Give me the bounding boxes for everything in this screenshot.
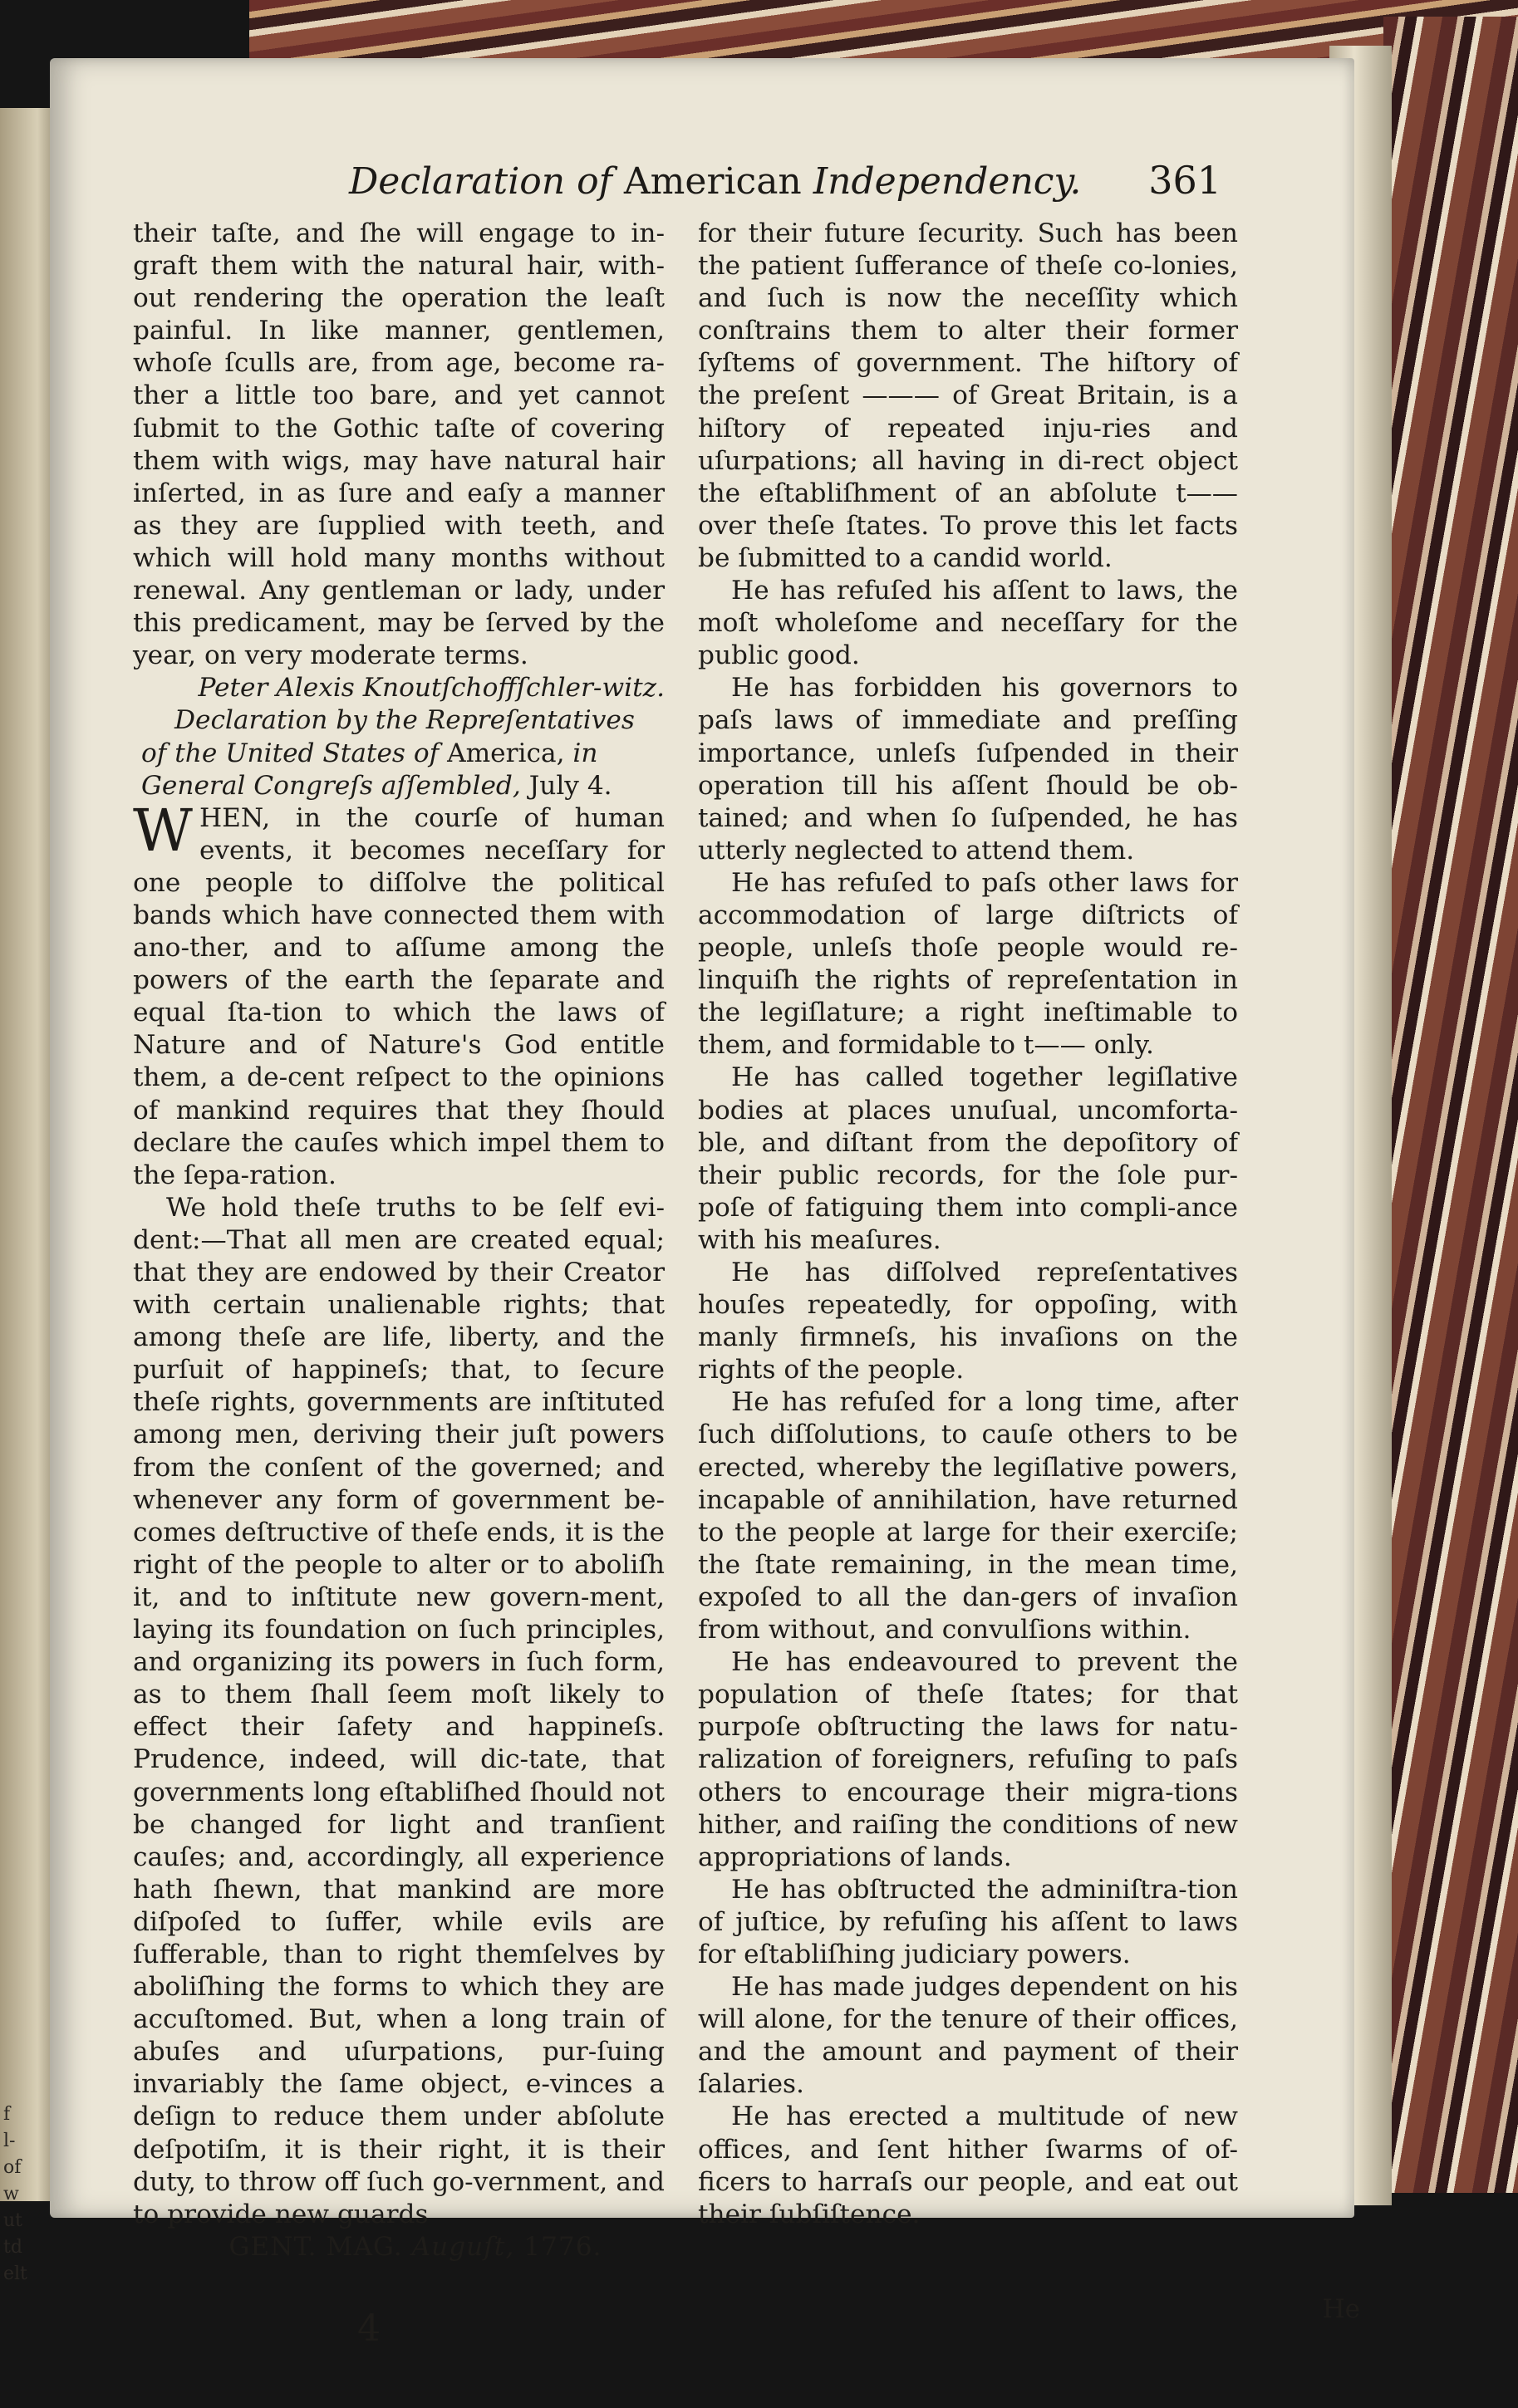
continued-paragraph: their taſte, and ſhe will engage to in-graft them with the natural hair, with-out rendering the operation the leaſt painful. In like manner, gentlemen, whoſe ſculls are, from age, become ra-ther a little too bare, and yet cannot ſubmit to the Gothic taſte of covering them with wigs, may have natural hair inſerted, in as ſure and eaſy a manner as they are ſupplied with teeth, and which will hold many months without renewal. Any gentleman or lady, under this predicament, may be ſerved by the year, on very moderate terms.: [133, 218, 665, 671]
footer-journal: GENT. MAG.: [228, 2231, 403, 2262]
title-of: of: [577, 160, 612, 203]
title-declaration: Declaration: [349, 160, 566, 203]
grievance-paragraph: He has erected a multitude of new offices, and ſent hither ſwarms of of-ficers to harraſs our people, and eat out their ſubſiſtence.: [698, 2101, 1238, 2229]
heading-date: July 4.: [528, 770, 612, 801]
page-number: 361: [1148, 158, 1221, 203]
heading-part-1: Declaration by the Repreſentatives of the United States of: [141, 705, 635, 768]
signature-mark: 4: [357, 2307, 381, 2350]
paragraph: for their future ſecurity. Such has been the patient ſufferance of theſe co-lonies, and ſuch is now the neceſſity which conſtrains them to alter their former ſyſtems of government. The hiſtory of the preſent ——— of Great Britain, is a hiſtory of repeated inju-ries and uſurpations; all having in di-rect object the eſtabliſhment of an abſolute t—— over theſe ſtates. To prove this let facts be ſubmitted to a candid world.: [698, 218, 1238, 573]
grievance-paragraph: He has obſtructed the adminiſtra-tion of juſtice, by refuſing his aſſent to laws for eſtabliſhing judiciary powers.: [698, 1874, 1238, 1969]
article-signature: Peter Alexis Knoutſchoffſchler-witz.: [198, 673, 665, 704]
heading-part-2: in General Congreſs aſſembled,: [141, 738, 598, 801]
footer-year: 1776.: [523, 2231, 602, 2262]
margin-fragment: td: [3, 2237, 22, 2258]
grievance-paragraph: He has endeavoured to prevent the population of theſe ſtates; for that purpoſe obſtructing the laws for natu-ralization of foreigners, refuſing to paſs others to encourage their migra-tions hither, and raiſing the conditions of new appropriations of lands.: [698, 1647, 1238, 1872]
catchword: He: [1322, 2294, 1360, 2324]
margin-fragment: w: [3, 2184, 19, 2204]
footer-month: Auguſt,: [411, 2231, 515, 2262]
title-american: American: [623, 160, 802, 203]
heading-america: America,: [447, 738, 565, 768]
grievance-paragraph: He has refuſed to paſs other laws for accommodation of large diſtricts of people, unleſs thoſe people would re-linquiſh the rights of repreſentation in the legiſlature; a right ineſtimable to them, and formidable to t—— only.: [698, 867, 1238, 1061]
preamble-paragraph: [133, 796, 665, 1192]
declaration-heading: [133, 704, 665, 802]
right-column: [698, 218, 1238, 2231]
running-header: [349, 158, 1221, 208]
margin-fragment: l-: [3, 2131, 16, 2151]
margin-fragment: ut: [3, 2210, 23, 2231]
margin-fragment: f: [3, 2104, 11, 2125]
page-footer: [133, 2231, 665, 2263]
title-independency: Independency.: [813, 160, 1082, 203]
margin-fragment: of: [3, 2157, 22, 2178]
drop-cap: W: [133, 796, 193, 865]
grievance-paragraph: He has called together legiſlative bodies at places unuſual, uncomforta-ble, and diſtant from the depoſitory of their public records, for the ſole pur-poſe of fatiguing them into compli-ance with his meaſures.: [698, 1062, 1238, 1255]
running-title: [349, 160, 1081, 203]
marbled-board-right: [1383, 17, 1518, 2193]
grievance-paragraph: He has refuſed for a long time, after ſuch diſſolutions, to cauſe others to be erected, whereby the legiſlative powers, incapable of annihilation, have returned to the people at large for their exerciſe; the ſtate remaining, in the mean time, expoſed to all the dan-gers of invaſion from without, and convulſions within.: [698, 1387, 1238, 1645]
preamble-text: HEN, in the courſe of human events, it becomes neceſſary for one people to diſſolve the political bands which have connected them with ano-ther, and to aſſume among the powers of the earth the ſeparate and equal ſta-tion to which the laws of Nature and of Nature's God entitle them, a de-cent reſpect to the opinions of mankind requires that they ſhould declare the cauſes which impel them to the ſepa-ration.: [133, 802, 665, 1190]
facing-page-fragments: [3, 2101, 37, 2288]
truths-paragraph: We hold theſe truths to be ſelf evi-dent:—That all men are created equal; that they are endowed by their Creator with certain unalienable rights; that among theſe are life, liberty, and the purſuit of happineſs; that, to ſecure theſe rights, governments are inſtituted among men, deriving their juſt powers from the conſent of the governed; and whenever any form of government be-comes deſtructive of theſe ends, it is the right of the people to alter or to aboliſh it, and to inſtitute new govern-ment, laying its foundation on ſuch principles, and organizing its powers in ſuch form, as to them ſhall ſeem moſt likely to effect their ſafety and happineſs. Prudence, indeed, will dic-tate, that governments long eſtabliſhed ſhould not be changed for light and tranſient cauſes; and, accordingly, all experience hath ſhewn, that mankind are more diſpoſed to ſuffer, while evils are ſufferable, than to right themſelves by aboliſhing the forms to which they are accuſtomed. But, when a long train of abuſes and uſurpations, pur-ſuing invariably the ſame object, e-vinces a deſign to reduce them under abſolute deſpotiſm, it is their right, it is their duty, to throw off ſuch go-vernment, and to provide new guards: [133, 1192, 665, 2229]
grievance-paragraph: He has forbidden his governors to paſs laws of immediate and preſſing importance, unleſs ſuſpended in their operation till his aſſent ſhould be ob-tained; and when ſo ſuſpended, he has utterly neglected to attend them.: [698, 673, 1238, 866]
grievance-paragraph: He has made judges dependent on his will alone, for the tenure of their offices, and the amount and payment of their ſalaries.: [698, 1972, 1238, 2100]
left-column: [133, 218, 665, 2263]
grievance-paragraph: He has diſſolved repreſentatives houſes repeatedly, for oppoſing, with manly firmneſs, his invaſions on the rights of the people.: [698, 1258, 1238, 1385]
grievance-paragraph: He has refuſed his aſſent to laws, the moſt wholeſome and neceſſary for the public good.: [698, 576, 1238, 671]
margin-fragment: elt: [3, 2263, 27, 2284]
